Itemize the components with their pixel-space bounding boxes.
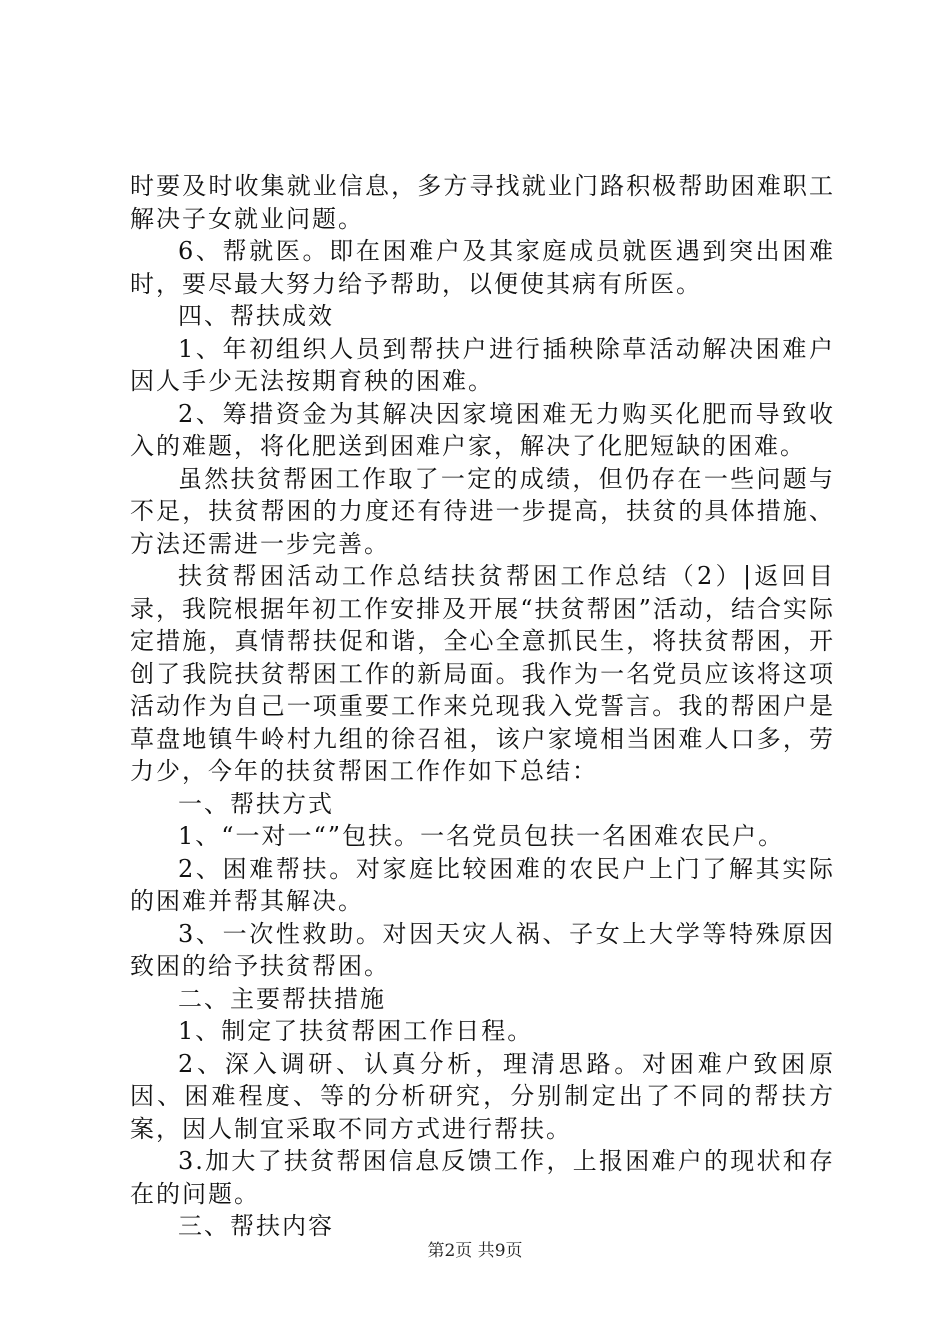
paragraph-item-6: 6、帮就医。即在困难户及其家庭成员就医遇到突出困难时，要尽最大努力给予帮助，以便使其病有所医。 <box>130 237 835 298</box>
paragraph-summary: 虽然扶贫帮困工作取了一定的成绩，但仍存在一些问题与不足，扶贫帮困的力度还有待进一步提高，扶贫的具体措施、方法还需进一步完善。 <box>130 464 835 558</box>
paragraph-measure-1: 1、制定了扶贫帮困工作日程。 <box>178 1017 534 1045</box>
section-heading-1: 一、帮扶方式 <box>178 789 334 818</box>
paragraph-report-2: 扶贫帮困活动工作总结扶贫帮困工作总结（2）|返回目录，我院根据年初工作安排及开展“扶贫帮困”活动，结合实际定措施，真情帮扶促和谐，全心全意抓民生，将扶贫帮困，开创了我院扶贫帮困工作的新局面。我作为一名党员应该将这项活动作为自己一项重要工作来兑现我入党誓言。我的帮困户是草盘地镇牛岭村九组的徐召祖，该户家境相当困难人口多，劳力少，今年的扶贫帮困工作作如下总结： <box>130 562 835 785</box>
document-body <box>130 170 835 1243</box>
page-number-footer: 第2页 共9页 <box>427 1241 523 1261</box>
section-heading-3: 三、帮扶内容 <box>178 1212 334 1240</box>
section-heading-4: 四、帮扶成效 <box>178 302 334 330</box>
paragraph-method-3: 3、一次性救助。对因天灾人祸、子女上大学等特殊原因致困的给予扶贫帮困。 <box>130 919 835 980</box>
paragraph-result-1: 1、年初组织人员到帮扶户进行插秧除草活动解决困难户因人手少无法按期育秧的困难。 <box>130 334 835 395</box>
paragraph-continuation: 时要及时收集就业信息，多方寻找就业门路积极帮助困难职工解决子女就业问题。 <box>130 172 835 233</box>
paragraph-result-2: 2、筹措资金为其解决因家境困难无力购买化肥而导致收入的难题，将化肥送到困难户家，解决了化肥短缺的困难。 <box>130 399 835 460</box>
section-heading-2: 二、主要帮扶措施 <box>178 984 386 1013</box>
paragraph-measure-2: 2、深入调研、认真分析，理清思路。对困难户致困原因、困难程度、等的分析研究，分别制定出了不同的帮扶方案，因人制宜采取不同方式进行帮扶。 <box>130 1049 835 1143</box>
paragraph-method-2: 2、困难帮扶。对家庭比较困难的农民户上门了解其实际的困难并帮其解决。 <box>130 854 835 915</box>
paragraph-method-1: 1、“一对一“”包扶。一名党员包扶一名困难农民户。 <box>178 822 785 850</box>
paragraph-measure-3: 3.加大了扶贫帮困信息反馈工作，上报困难户的现状和存在的问题。 <box>130 1147 835 1208</box>
